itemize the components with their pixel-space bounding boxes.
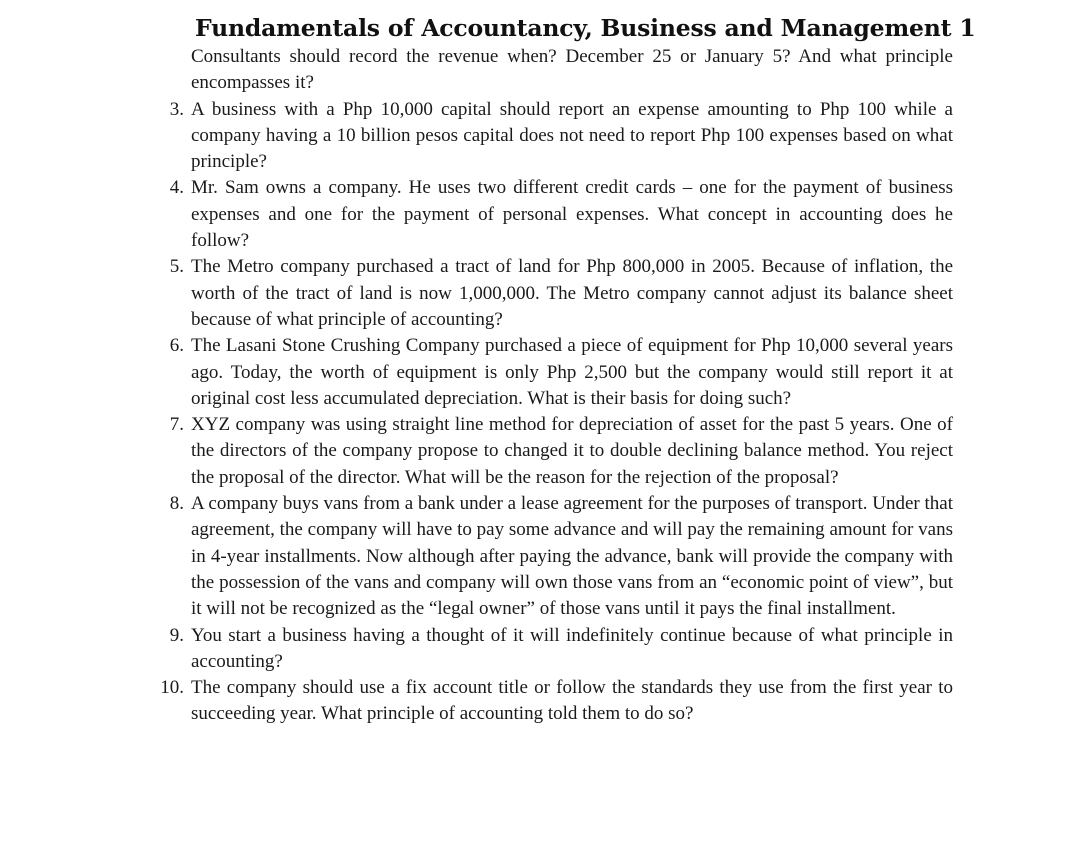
item-number: 8. xyxy=(169,493,184,515)
list-item xyxy=(0,623,1080,676)
item-text: Mr. Sam owns a company. He uses two different credit cards – one for the payment of business expenses and one for the payment of personal expenses. What concept in accounting does he follow? xyxy=(191,177,953,252)
item-text: The Metro company purchased a tract of land for Php 800,000 in 2005. Because of inflation, the worth of the tract of land is now 1,000,000. The Metro company cannot adjust its balance sheet because of what principle of accounting? xyxy=(191,256,953,330)
question-list xyxy=(0,44,1080,728)
item-number: 10. xyxy=(160,677,184,699)
list-item xyxy=(0,412,1080,491)
item-number: 3. xyxy=(169,98,184,120)
document-title: Fundamentals of Accountancy, Business and Management 1 xyxy=(195,14,976,42)
item-text: A business with a Php 10,000 capital should report an expense amounting to Php 100 while a company having a 10 billion pesos capital does not need to report Php 100 expenses based on what principle? xyxy=(191,98,953,173)
list-item xyxy=(0,97,1080,176)
item-number: 9. xyxy=(169,624,184,646)
list-item xyxy=(0,254,1080,333)
list-item xyxy=(0,491,1080,622)
list-item xyxy=(0,44,1080,97)
list-item xyxy=(0,175,1080,254)
item-number: 5. xyxy=(169,256,184,278)
item-text: A company buys vans from a bank under a lease agreement for the purposes of transport. Under that agreement, the company will have to pay some advance and will pay the remaining amount for vans in 4-year installments. Now although after paying the advance, bank will provide the company with the possession of the vans and company will own those vans from an “economic point of view”, but it will not be recognized as the “legal owner” of those vans until it pays the final installment. xyxy=(191,493,953,620)
list-item xyxy=(0,675,1080,728)
item-number: 6. xyxy=(169,335,184,357)
item-text: The Lasani Stone Crushing Company purchased a piece of equipment for Php 10,000 several years ago. Today, the worth of equipment is only Php 2,500 but the company would still report it at original cost less accumulated depreciation. What is their basis for doing such? xyxy=(191,335,953,409)
item-text: You start a business having a thought of it will indefinitely continue because of what principle in accounting? xyxy=(191,624,953,672)
item-text: XYZ company was using straight line method for depreciation of asset for the past 5 years. One of the directors of the company propose to changed it to double declining balance method. You reject the proposal of the director. What will be the reason for the rejection of the proposal? xyxy=(191,414,953,488)
item-number: 7. xyxy=(169,414,184,436)
item-number: 4. xyxy=(169,177,184,199)
item-text: The company should use a fix account title or follow the standards they use from the first year to succeeding year. What principle of accounting told them to do so? xyxy=(191,677,953,725)
item-text: Consultants should record the revenue when? December 25 or January 5? And what principle encompasses it? xyxy=(191,46,953,94)
list-item xyxy=(0,333,1080,412)
